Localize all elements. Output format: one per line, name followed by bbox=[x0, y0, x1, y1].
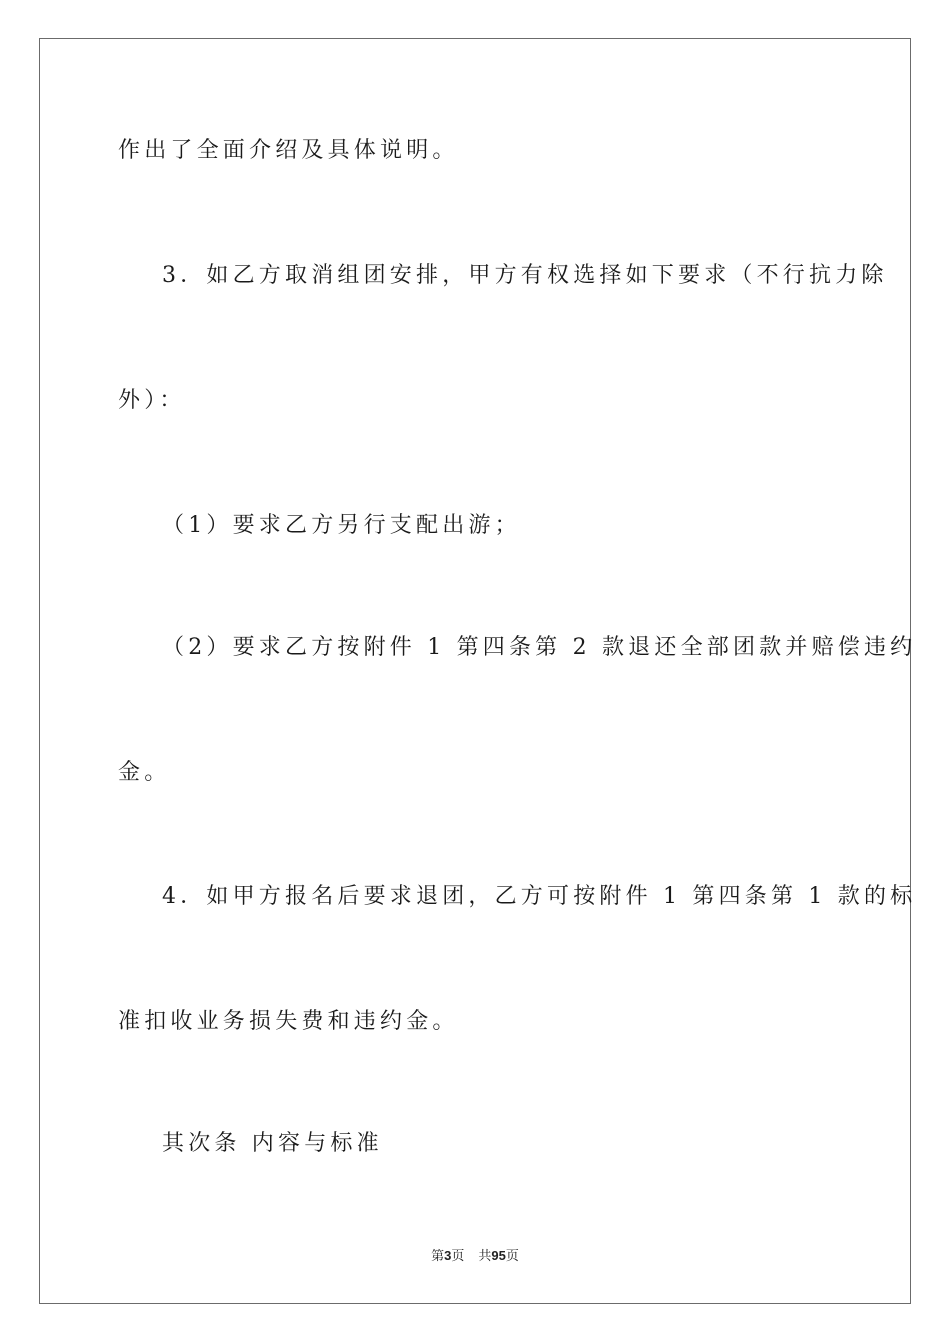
paragraph-line: 准扣收业务损失费和违约金。 bbox=[118, 1009, 459, 1034]
page-number: 3 bbox=[444, 1248, 452, 1263]
page-prefix: 第 bbox=[431, 1248, 445, 1263]
paragraph-line: （1）要求乙方另行支配出游； bbox=[162, 513, 521, 538]
total-suffix: 页 bbox=[505, 1248, 519, 1263]
total-prefix: 共 bbox=[478, 1248, 492, 1263]
section-heading: 其次条 内容与标准 bbox=[162, 1131, 383, 1156]
page-border bbox=[39, 38, 911, 1304]
paragraph-line: 外）： bbox=[118, 388, 186, 413]
paragraph-line: 3．如乙方取消组团安排，甲方有权选择如下要求（不行抗力除 bbox=[162, 263, 888, 288]
page-suffix: 页 bbox=[451, 1248, 465, 1263]
paragraph-line: 4．如甲方报名后要求退团，乙方可按附件 1 第四条第 1 款的标 bbox=[162, 884, 917, 909]
page-footer bbox=[0, 1245, 950, 1264]
paragraph-line: 作出了全面介绍及具体说明。 bbox=[118, 138, 459, 163]
paragraph-line: 金。 bbox=[118, 760, 171, 785]
total-pages: 95 bbox=[491, 1248, 506, 1263]
paragraph-line: （2）要求乙方按附件 1 第四条第 2 款退还全部团款并赔偿违约 bbox=[162, 635, 917, 660]
